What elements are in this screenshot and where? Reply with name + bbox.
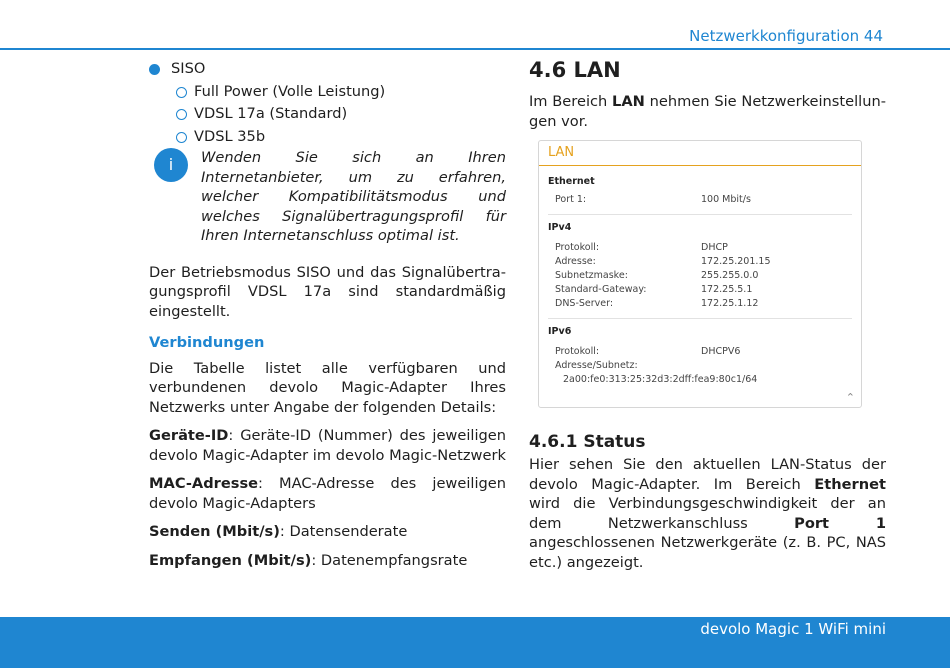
row-value: 172.25.1.12 [701, 298, 759, 309]
row-key: Subnetzmaske: [555, 270, 628, 281]
definition-desc: : Datenempfangsrate [311, 551, 468, 569]
ipv6-label: IPv6 [548, 326, 572, 337]
ipv4-subnet-row [555, 269, 758, 283]
lan-screenshot-panel [538, 140, 862, 408]
header-rule [0, 48, 950, 50]
ipv4-dns-row [555, 297, 758, 311]
row-value: 172.25.5.1 [701, 284, 753, 295]
footer-product-name: devolo Magic 1 WiFi mini [700, 620, 886, 638]
ipv4-protocol-row [555, 241, 728, 255]
ethernet-port-row [555, 193, 751, 207]
sub-item-label: VDSL 35b [194, 127, 266, 145]
sub-item-label: Full Power (Volle Leistung) [194, 82, 386, 100]
row-value: 172.25.201.15 [701, 256, 771, 267]
row-value: DHCPV6 [701, 346, 741, 357]
definition-term: MAC-Adresse [149, 475, 259, 492]
definition-desc: : Datensenderate [279, 523, 408, 540]
status-bold: Ethernet [814, 475, 886, 493]
row-key: Protokoll: [555, 242, 600, 253]
ipv4-address-row [555, 255, 771, 269]
paragraph-lan-intro [529, 92, 886, 131]
section-heading-lan: 4.6 LAN [529, 58, 621, 82]
ipv6-protocol-row [555, 345, 740, 359]
subsection-heading-status: 4.6.1 Status [529, 432, 646, 452]
status-text: angeschlossenen Netzwerkgeräte (z. B. PC, NAS etc.) angezeigt. [529, 534, 886, 571]
row-key: Port 1: [555, 194, 587, 205]
ipv6-address-value: 2a00:fe0:313:25:32d3:2dff:fea9:80c1/64 [563, 374, 758, 385]
left-column [149, 58, 506, 570]
definition-mac-adresse [149, 474, 506, 513]
sub-item-label: VDSL 17a (Standard) [194, 105, 348, 122]
definition-term: Geräte-ID [149, 427, 229, 444]
definition-senden [149, 522, 506, 542]
lan-panel-title: LAN [539, 141, 861, 166]
intro-bold: LAN [612, 93, 645, 110]
definition-term: Senden (Mbit/s) [149, 523, 280, 540]
section-divider [548, 214, 852, 215]
paragraph-table-description: Die Tabelle listet alle verfügbaren und verbundenen devolo Magic-Adapter Ihres Netzwerks unter Angabe der folgenden Details: [149, 359, 506, 416]
sub-item-vdsl35b [149, 126, 506, 149]
filled-bullet-icon [149, 64, 160, 75]
right-column [529, 58, 886, 131]
definition-term: Empfangen (Mbit/s) [149, 551, 312, 569]
open-bullet-icon [176, 87, 187, 98]
open-bullet-icon [176, 109, 187, 120]
paragraph-mode-default: Der Betriebsmodus SISO und das Signalübertragungsprofil VDSL 17a sind standardmäßig eingestellt. [149, 263, 506, 320]
status-section [529, 432, 886, 572]
row-key: Adresse: [555, 256, 596, 267]
page-footer [0, 617, 950, 668]
definition-empfangen [149, 551, 506, 571]
paragraph-status [529, 455, 886, 572]
ipv4-label: IPv4 [548, 222, 572, 233]
row-key: DNS-Server: [555, 298, 614, 309]
chevron-up-icon[interactable]: ⌃ [845, 391, 855, 405]
subheading-verbindungen: Verbindungen [149, 334, 265, 351]
status-text: wird die Verbindungsgeschwindigkeit der an dem Netzwerkanschluss [529, 495, 886, 532]
definition-geraete-id [149, 426, 506, 465]
definition-desc: : MAC-Adresse des jeweiligen devolo Magic-Adapters [149, 475, 506, 512]
row-key: Standard-Gateway: [555, 284, 647, 295]
definition-desc: : Geräte-ID (Nummer) des jeweiligen devolo Magic-Adapter im devolo Magic-Netzwerk [149, 427, 506, 464]
intro-text: Im Bereich [529, 93, 613, 110]
sub-item-vdsl17a [149, 103, 506, 126]
row-value: 100 Mbit/s [701, 194, 751, 205]
row-key: Adresse/Subnetz: [555, 360, 638, 371]
row-value: DHCP [701, 242, 728, 253]
info-icon: i [154, 148, 188, 182]
row-key: Protokoll: [555, 346, 600, 357]
ipv4-gateway-row [555, 283, 752, 297]
intro-text: nehmen Sie Netzwerkeinstellungen vor. [529, 93, 886, 130]
status-bold: Port 1 [794, 514, 886, 532]
info-note [149, 148, 506, 246]
sub-item-full-power [149, 81, 506, 104]
row-value: 255.255.0.0 [701, 270, 759, 281]
bullet-siso [149, 58, 506, 81]
bullet-label: SISO [171, 60, 206, 77]
page-header-title: Netzwerkkonfiguration 44 [689, 27, 883, 45]
ethernet-label: Ethernet [548, 176, 595, 187]
open-bullet-icon [176, 132, 187, 143]
section-divider [548, 318, 852, 319]
ipv6-address-key-row [555, 359, 638, 373]
status-text: Hier sehen Sie den aktuellen LAN-Status der devolo Magic-Adapter. Im Bereich [529, 456, 886, 493]
info-note-text: Wenden Sie sich an Ihren Internetanbieter, um zu erfahren, welcher Kompatibilitätsmodus und welches Signalübertragungsprofil für Ihren Internetanschluss optimal ist. [201, 149, 506, 244]
